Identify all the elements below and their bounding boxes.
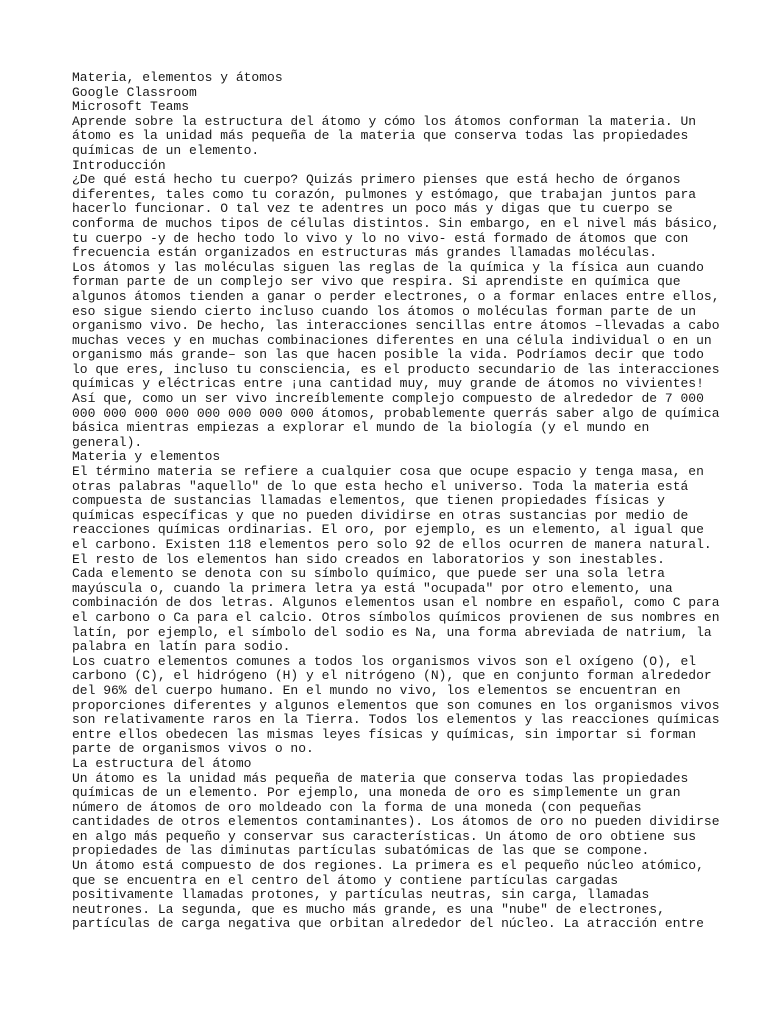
body-text-line: compuesta de sustancias llamadas elementos, que tienen propiedades físicas y <box>72 493 665 509</box>
body-text-line: Los átomos y las moléculas siguen las reglas de la química y la física aun cuando <box>72 259 704 275</box>
body-text-line: ¿De qué está hecho tu cuerpo? Quizás primero pienses que está hecho de órganos <box>72 172 681 188</box>
body-text-line: cantidades de otros elementos contaminantes). Los átomos de oro no pueden dividirse <box>72 814 720 830</box>
body-text-line: básica mientras empiezas a explorar el mundo de la biología (y el mundo en <box>72 420 650 436</box>
body-text-line: El resto de los elementos han sido creados en laboratorios y son inestables. <box>72 551 665 567</box>
body-text-line: frecuencia están organizados en estructuras más grandes llamadas moléculas. <box>72 245 658 261</box>
body-text-line: que se encuentra en el centro del átomo y contiene partículas cargadas <box>72 872 619 888</box>
body-text-line: 000 000 000 000 000 000 000 000 átomos, probablemente querrás saber algo de química <box>72 405 720 421</box>
body-text-line: partículas de carga negativa que orbitan alrededor del núcleo. La atracción entre <box>72 916 704 932</box>
intro-summary-line: átomo es la unidad más pequeña de la materia que conserva todas las propiedades <box>72 128 689 144</box>
section-heading-materia-y-elementos: Materia y elementos <box>72 449 221 465</box>
body-text-line: químicas de un elemento. Por ejemplo, una moneda de oro es simplemente un gran <box>72 785 681 801</box>
document-page <box>72 70 720 932</box>
section-heading-introduccion: Introducción <box>72 157 166 173</box>
body-text-line: tu cuerpo -y de hecho todo lo vivo y lo no vivo- está formado de átomos que con <box>72 230 689 246</box>
body-text-line: organismo más grande– son las que hacen posible la vida. Podríamos decir que todo <box>72 347 704 363</box>
body-text-line: El término materia se refiere a cualquier cosa que ocupe espacio y tenga masa, en <box>72 464 704 480</box>
body-text-line: son relativamente raros en la Tierra. Todos los elementos y las reacciones químicas <box>72 712 720 728</box>
body-text-line: el carbono. Existen 118 elementos pero solo 92 de ellos ocurren de manera natural. <box>72 537 712 552</box>
body-text-line: el carbono o Ca para el calcio. Otros símbolos químicos provienen de sus nombres en <box>72 609 720 625</box>
body-text-line: en algo más pequeño y conservar sus características. Un átomo de oro obtiene sus <box>72 828 697 844</box>
body-text-line: número de átomos de oro moldeado con la forma de una moneda (con pequeñas <box>72 799 642 815</box>
body-text-line: latín, por ejemplo, el símbolo del sodio es Na, una forma abreviada de natrium, la <box>72 624 712 640</box>
body-text-line: otras palabras "aquello" de lo que esta hecho el universo. Toda la materia está <box>72 478 689 494</box>
body-text-line: lo que eres, incluso tu consciencia, es el producto secundario de las interacciones <box>72 361 720 377</box>
body-text-line: Así que, como un ser vivo increíblemente complejo compuesto de alrededor de 7 000 <box>72 391 704 407</box>
body-text-line: diferentes, tales como tu corazón, pulmones y estómago, que trabajan juntos para <box>72 186 697 202</box>
body-text-line: palabra en latín para sodio. <box>72 639 291 655</box>
body-text-line: organismo vivo. De hecho, las interacciones sencillas entre átomos –llevadas a cabo <box>72 318 720 334</box>
body-text-line: forman parte de un complejo ser vivo que respira. Si aprendiste en química que <box>72 274 681 290</box>
intro-summary-line: Aprende sobre la estructura del átomo y cómo los átomos conforman la materia. Un <box>72 113 697 129</box>
body-text-line: combinación de dos letras. Algunos elementos usan el nombre en español, como C para <box>72 595 720 611</box>
body-text-line: eso sigue siendo cierto incluso cuando los átomos o moléculas forman parte de un <box>72 303 697 319</box>
body-text-line: neutrones. La segunda, que es mucho más grande, es una "nube" de electrones, <box>72 901 665 917</box>
body-text-line: parte de organismos vivos o no. <box>72 741 314 757</box>
body-text-line: químicas y eléctricas entre ¡una cantidad muy, muy grande de átomos no vivientes! <box>72 376 704 392</box>
body-text-line: carbono (C), el hidrógeno (H) y el nitrógeno (N), que en conjunto forman alrededor <box>72 668 712 684</box>
section-heading-estructura-del-atomo: La estructura del átomo <box>72 755 252 771</box>
body-text-line: conforma de muchos tipos de células distintos. Sin embargo, en el nivel más básico, <box>72 215 720 231</box>
body-text-line: positivamente llamadas protones, y partículas neutras, sin carga, llamadas <box>72 887 650 903</box>
body-text-line: hacerlo funcionar. O tal vez te adentres un poco más y digas que tu cuerpo se <box>72 201 673 217</box>
body-text-line: propiedades de las diminutas partículas subatómicas de las que se compone. <box>72 843 650 859</box>
body-text-line: Un átomo está compuesto de dos regiones. La primera es el pequeño núcleo atómico, <box>72 858 704 874</box>
body-text-line: reacciones químicas ordinarias. El oro, por ejemplo, es un elemento, al igual que <box>72 522 704 538</box>
body-text-line: muchas veces y en muchas combinaciones diferentes en una célula individual o en un <box>72 332 712 348</box>
intro-summary-line: químicas de un elemento. <box>72 142 260 158</box>
body-text-line: mayúscula o, cuando la primera letra ya está "ocupada" por otro elemento, una <box>72 580 673 596</box>
body-text-line: Cada elemento se denota con su símbolo químico, que puede ser una sola letra <box>72 566 665 582</box>
body-text-line: entre ellos obedecen las mismas leyes físicas y químicas, sin importar si forman <box>72 726 697 742</box>
body-text-line: algunos átomos tienden a ganar o perder electrones, o a formar enlaces entre ellos, <box>72 288 720 304</box>
share-link-microsoft-teams[interactable]: Microsoft Teams <box>72 99 190 115</box>
body-text-line: Los cuatro elementos comunes a todos los organismos vivos son el oxígeno (O), el <box>72 653 697 669</box>
share-link-google-classroom[interactable]: Google Classroom <box>72 84 197 100</box>
body-text-line: general). <box>72 434 143 450</box>
body-text-line: del 96% del cuerpo humano. En el mundo no vivo, los elementos se encuentran en <box>72 682 681 698</box>
document-title: Materia, elementos y átomos <box>72 70 283 85</box>
body-text-line: químicas específicas y que no pueden dividirse en otras sustancias por medio de <box>72 507 689 523</box>
body-text-line: proporciones diferentes y algunos elementos que son comunes en los organismos vivos <box>72 697 720 713</box>
body-text-line: Un átomo es la unidad más pequeña de materia que conserva todas las propiedades <box>72 770 689 786</box>
